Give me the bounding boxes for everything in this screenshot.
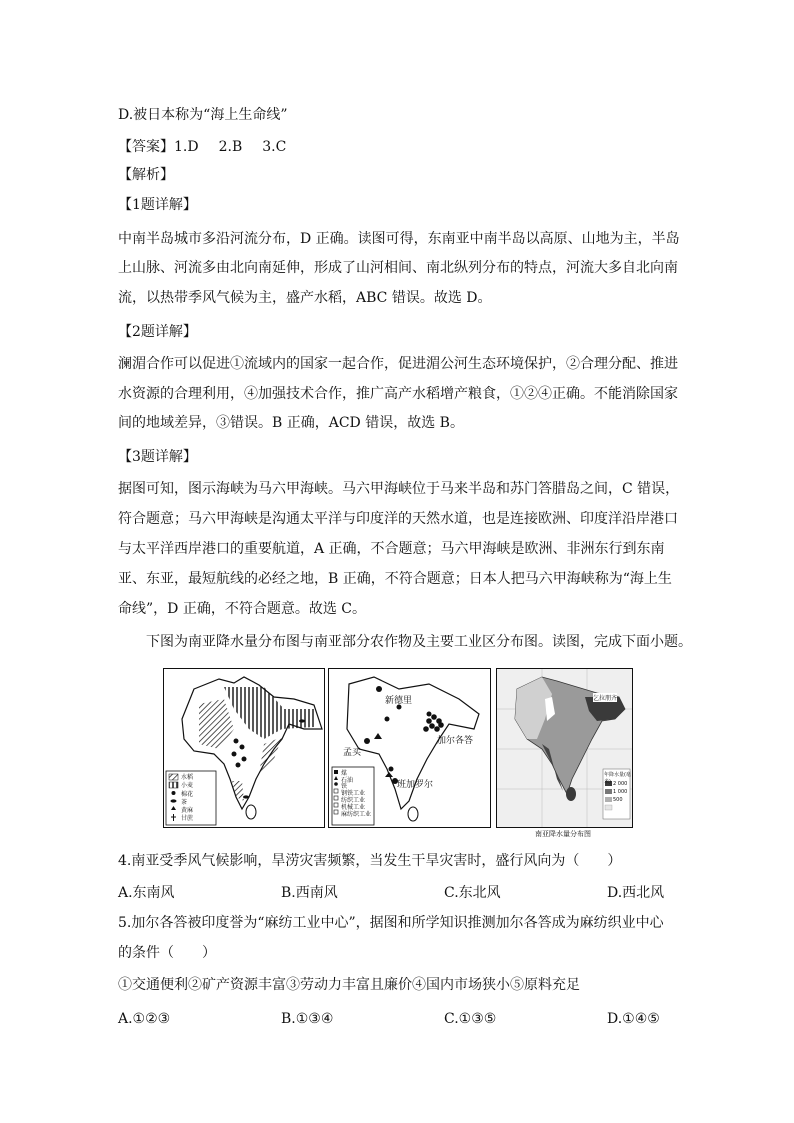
q1-detail-heading: 【1题详解】 bbox=[118, 197, 197, 213]
q5-conditions: ①交通便利②矿产资源丰富③劳动力丰富且廉价④国内市场狭小⑤原料充足 bbox=[118, 977, 580, 993]
q5-option-c[interactable]: C.①③⑤ bbox=[444, 1011, 497, 1027]
answer-line bbox=[118, 138, 306, 156]
city-mumbai: 孟买 bbox=[343, 748, 362, 758]
legend-wheat: 小麦 bbox=[181, 782, 194, 789]
q3-detail-heading: 【3题详解】 bbox=[118, 449, 197, 465]
legend-sugarcane: 甘蔗 bbox=[181, 815, 194, 822]
legend-jute-textile-industry: 麻纺织工业 bbox=[341, 811, 372, 818]
city-bangalore: 班加罗尔 bbox=[397, 780, 434, 790]
city-kolkata: 加尔各答 bbox=[437, 736, 474, 746]
precipitation-map bbox=[496, 668, 633, 828]
q3-text-line: 命线”，D 正确，不符合题意。故选 C。 bbox=[118, 601, 366, 617]
q5-stem: 5.加尔各答被印度誉为“麻纺工业中心”，据图和所学知识推测加尔各答成为麻纺织业中心 bbox=[118, 915, 664, 931]
q1-text-line: 上山脉、河流多由北向南延伸，形成了山河相间、南北纵列分布的特点，河流大多自北向南 bbox=[118, 260, 678, 276]
q4-option-b[interactable]: B.西南风 bbox=[281, 885, 338, 901]
option-d-line: D.被日本称为“海上生命线” bbox=[118, 107, 288, 123]
legend-textile-industry: 纺织工业 bbox=[341, 797, 366, 804]
analysis-heading: 【解析】 bbox=[118, 167, 174, 183]
q2-text-line: 水资源的合理利用，④加强技术合作，推广高产水稻增产粮食，①②④正确。不能消除国家 bbox=[118, 386, 678, 402]
q3-text-line: 据图可知，图示海峡为马六甲海峡。马六甲海峡位于马来半岛和苏门答腊岛之间，C 错误， bbox=[118, 481, 680, 497]
legend-jute: 黄麻 bbox=[181, 807, 194, 814]
answer-item: 3.C bbox=[262, 139, 287, 155]
q1-text-line: 流，以热带季风气候为主，盛产水稻，ABC 错误。故选 D。 bbox=[118, 290, 492, 306]
q4-option-d[interactable]: D.西北风 bbox=[607, 885, 665, 901]
legend-iron: 铁 bbox=[341, 783, 348, 790]
q4-stem: 4.南亚受季风气候影响，旱涝灾害频繁，当发生干旱灾害时，盛行风向为（ ） bbox=[118, 853, 622, 869]
legend-500: 500 bbox=[613, 797, 623, 803]
q1-text-line: 中南半岛城市多沿河流分布，D 正确。读图可得，东南亚中南半岛以高原、山地为主，半岛 bbox=[118, 231, 680, 247]
legend-rice: 水稻 bbox=[181, 774, 194, 781]
q2-text-line: 澜湄合作可以促进①流域内的国家一起合作，促进湄公河生态环境保护，②合理分配、推进 bbox=[118, 356, 678, 372]
legend-steel-industry: 钢铁工业 bbox=[341, 790, 366, 797]
legend-tea: 茶 bbox=[181, 799, 188, 806]
q4-option-c[interactable]: C.东北风 bbox=[444, 885, 501, 901]
q2-text-line: 间的地域差异，③错误。B 正确，ACD 错误，故选 B。 bbox=[118, 415, 464, 431]
industry-distribution-map bbox=[328, 668, 491, 828]
city-new-delhi: 新德里 bbox=[385, 696, 413, 706]
q4-option-a[interactable]: A.东南风 bbox=[118, 885, 175, 901]
q3-text-line: 亚、东亚，最短航线的必经之地，B 正确，不符合题意；日本人把马六甲海峡称为“海上生 bbox=[118, 571, 672, 587]
legend-oil: 石油 bbox=[341, 777, 354, 784]
q5-option-b[interactable]: B.①③④ bbox=[281, 1011, 334, 1027]
legend-cotton: 棉花 bbox=[181, 791, 194, 798]
precipitation-map-caption: 南亚降水量分布图 bbox=[535, 830, 591, 838]
figure-intro: 下图为南亚降水量分布图与南亚部分农作物及主要工业区分布图。读图，完成下面小题。 bbox=[146, 634, 692, 650]
south-asia-maps-figure bbox=[163, 668, 633, 838]
answer-label: 【答案】 bbox=[118, 139, 174, 155]
crop-distribution-map bbox=[163, 668, 325, 828]
q5-stem-cont: 的条件（ ） bbox=[118, 945, 216, 961]
legend-coal: 煤 bbox=[341, 770, 348, 777]
q2-detail-heading: 【2题详解】 bbox=[118, 324, 197, 340]
answer-item: 2.B bbox=[218, 139, 243, 155]
q5-option-d[interactable]: D.①④⑤ bbox=[607, 1011, 660, 1027]
cherrapunji-label: 乞拉朋齐 bbox=[593, 695, 618, 702]
q5-option-a[interactable]: A.①②③ bbox=[118, 1011, 171, 1027]
legend-title: 年降水量(毫米) bbox=[604, 772, 631, 785]
q3-text-line: 与太平洋西岸港口的重要航道，A 正确，不合题意；马六甲海峡是欧洲、非洲东行到东南 bbox=[118, 541, 665, 557]
answer-item: 1.D bbox=[174, 139, 199, 155]
legend-2000: 2 000 bbox=[613, 781, 628, 787]
legend-1000: 1 000 bbox=[613, 789, 628, 795]
legend-machinery-industry: 机械工业 bbox=[341, 804, 366, 811]
q3-text-line: 符合题意；马六甲海峡是沟通太平洋与印度洋的天然水道，也是连接欧洲、印度洋沿岸港口 bbox=[118, 511, 678, 527]
